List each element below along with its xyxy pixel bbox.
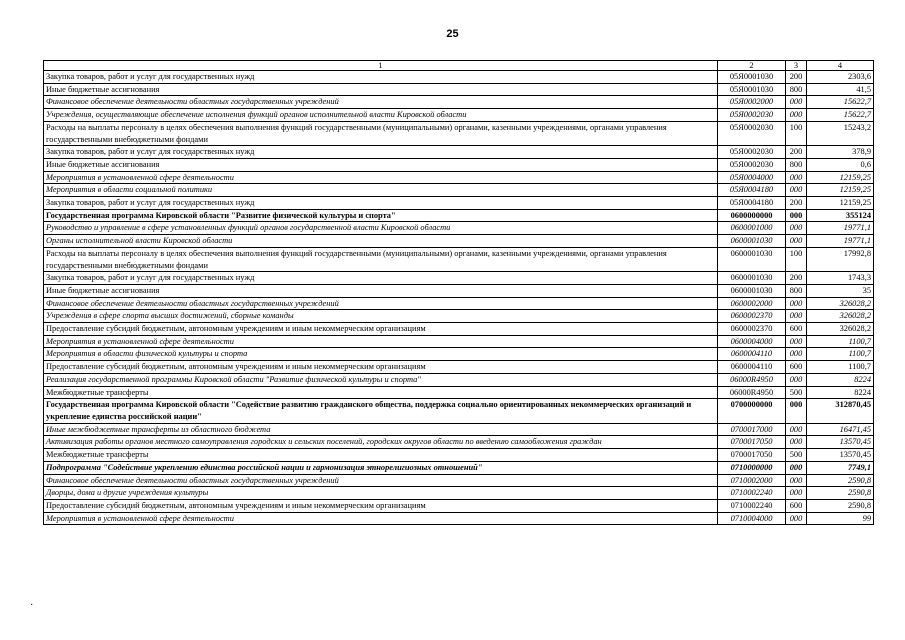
row-code: 0700017000 — [718, 423, 786, 436]
row-name: Закупка товаров, работ и услуг для государственных нужд — [44, 146, 718, 159]
row-code: 0600002370 — [718, 323, 786, 336]
row-name: Финансовое обеспечение деятельности областных государственных учреждений — [44, 297, 718, 310]
row-name: Иные бюджетные ассигнования — [44, 158, 718, 171]
table-row — [44, 222, 874, 235]
table-row — [44, 423, 874, 436]
row-type: 000 — [786, 109, 807, 122]
table-row — [44, 487, 874, 500]
row-type: 000 — [786, 297, 807, 310]
row-sum: 378,9 — [807, 146, 874, 159]
row-type: 600 — [786, 499, 807, 512]
row-sum: 2303,6 — [807, 71, 874, 84]
row-name: Предоставление субсидий бюджетным, автономным учреждениям и иным некоммерческим организациям — [44, 499, 718, 512]
row-code: 0600004110 — [718, 348, 786, 361]
row-code: 0600001000 — [718, 222, 786, 235]
row-name: Активизация работы органов местного самоуправления городских и сельских поселений, городских округов области по введению самообложения граждан — [44, 436, 718, 449]
column-header-code: 2 — [718, 61, 786, 71]
table-row — [44, 499, 874, 512]
row-type: 000 — [786, 222, 807, 235]
row-sum: 326028,2 — [807, 310, 874, 323]
row-type: 000 — [786, 512, 807, 525]
row-type: 000 — [786, 184, 807, 197]
row-type: 000 — [786, 96, 807, 109]
row-sum: 12159,25 — [807, 184, 874, 197]
row-code: 0600001030 — [718, 247, 786, 271]
row-sum: 15243,2 — [807, 121, 874, 145]
row-name: Финансовое обеспечение деятельности областных государственных учреждений — [44, 96, 718, 109]
row-type: 000 — [786, 373, 807, 386]
row-code: 0700017050 — [718, 436, 786, 449]
row-code: 05Я0002000 — [718, 96, 786, 109]
table-row — [44, 461, 874, 474]
row-code: 05Я0004000 — [718, 171, 786, 184]
row-name: Руководство и управление в сфере установленных функций органов государственной власти Кировской области — [44, 222, 718, 235]
table-row — [44, 512, 874, 525]
row-type: 500 — [786, 449, 807, 462]
row-name: Финансовое обеспечение деятельности областных государственных учреждений — [44, 474, 718, 487]
row-code: 0600000000 — [718, 209, 786, 222]
budget-table — [43, 60, 874, 525]
row-sum: 19771,1 — [807, 222, 874, 235]
row-sum: 312870,45 — [807, 399, 874, 423]
row-name: Расходы на выплаты персоналу в целях обеспечения выполнения функций государственными (муниципальными) органами, казенными учреждениями, органами управления государственными внебюджетными фондами — [44, 247, 718, 271]
row-name: Учреждения в сфере спорта высших достижений, сборные команды — [44, 310, 718, 323]
row-sum: 1100,7 — [807, 348, 874, 361]
row-sum: 12159,25 — [807, 171, 874, 184]
table-row — [44, 474, 874, 487]
row-type: 500 — [786, 386, 807, 399]
row-name: Мероприятия в области социальной политики — [44, 184, 718, 197]
row-name: Иные межбюджетные трансферты из областного бюджета — [44, 423, 718, 436]
table-row — [44, 235, 874, 248]
page-number: 25 — [446, 28, 459, 40]
row-name: Органы исполнительной власти Кировской области — [44, 235, 718, 248]
row-code: 0710000000 — [718, 461, 786, 474]
table-row — [44, 247, 874, 271]
row-name: Мероприятия в установленной сфере деятельности — [44, 335, 718, 348]
table-row — [44, 449, 874, 462]
table-row — [44, 209, 874, 222]
table-row — [44, 109, 874, 122]
row-sum: 1100,7 — [807, 335, 874, 348]
row-type: 800 — [786, 83, 807, 96]
row-name: Мероприятия в области физической культуры и спорта — [44, 348, 718, 361]
row-name: Учреждения, осуществляющие обеспечение исполнения функций органов исполнительной власти Кировской области — [44, 109, 718, 122]
row-name: Подпрограмма "Содействие укреплению единства российской нации и гармонизация этнорелигиозных отношений" — [44, 461, 718, 474]
row-code: 0710002240 — [718, 499, 786, 512]
table-row — [44, 284, 874, 297]
row-sum: 0,6 — [807, 158, 874, 171]
row-name: Предоставление субсидий бюджетным, автономным учреждениям и иным некоммерческим организациям — [44, 361, 718, 374]
row-type: 100 — [786, 247, 807, 271]
row-code: 05Я0002030 — [718, 109, 786, 122]
row-type: 600 — [786, 361, 807, 374]
row-code: 0600002000 — [718, 297, 786, 310]
row-code: 05Я0002030 — [718, 158, 786, 171]
table-row — [44, 335, 874, 348]
row-code: 0700000000 — [718, 399, 786, 423]
row-sum: 326028,2 — [807, 297, 874, 310]
table-row — [44, 83, 874, 96]
column-header-sum: 4 — [807, 61, 874, 71]
row-sum: 41,5 — [807, 83, 874, 96]
row-sum: 16471,45 — [807, 423, 874, 436]
row-sum: 99 — [807, 512, 874, 525]
row-name: Мероприятия в установленной сфере деятельности — [44, 171, 718, 184]
row-code: 05Я0002030 — [718, 121, 786, 145]
column-header-name: 1 — [44, 61, 718, 71]
margin-dot: · — [30, 600, 34, 611]
row-type: 000 — [786, 487, 807, 500]
row-code: 0710002240 — [718, 487, 786, 500]
row-sum: 13570,45 — [807, 436, 874, 449]
row-name: Государственная программа Кировской области "Развитие физической культуры и спорта" — [44, 209, 718, 222]
row-sum: 8224 — [807, 373, 874, 386]
row-name: Закупка товаров, работ и услуг для государственных нужд — [44, 71, 718, 84]
table-row — [44, 399, 874, 423]
budget-table-body — [44, 61, 874, 525]
row-type: 000 — [786, 335, 807, 348]
table-row — [44, 323, 874, 336]
row-type: 000 — [786, 423, 807, 436]
row-type: 200 — [786, 71, 807, 84]
row-code: 05Я0001030 — [718, 71, 786, 84]
row-code: 0600001030 — [718, 235, 786, 248]
table-row — [44, 361, 874, 374]
row-sum: 12159,25 — [807, 197, 874, 210]
row-code: 0600004110 — [718, 361, 786, 374]
row-type: 200 — [786, 197, 807, 210]
row-name: Межбюджетные трансферты — [44, 449, 718, 462]
row-code: 0600001030 — [718, 284, 786, 297]
table-row — [44, 297, 874, 310]
row-type: 000 — [786, 399, 807, 423]
row-type: 000 — [786, 310, 807, 323]
row-code: 0710002000 — [718, 474, 786, 487]
row-name: Закупка товаров, работ и услуг для государственных нужд — [44, 197, 718, 210]
row-sum: 15622,7 — [807, 96, 874, 109]
row-name: Предоставление субсидий бюджетным, автономным учреждениям и иным некоммерческим организациям — [44, 323, 718, 336]
row-name: Государственная программа Кировской области "Содействие развитию гражданского общества, поддержка социально ориентированных некоммерческих организаций и укрепление единства российской нации" — [44, 399, 718, 423]
column-header-type: 3 — [786, 61, 807, 71]
table-row — [44, 146, 874, 159]
row-type: 600 — [786, 323, 807, 336]
row-code: 0700017050 — [718, 449, 786, 462]
table-row — [44, 197, 874, 210]
row-name: Дворцы, дома и другие учреждения культуры — [44, 487, 718, 500]
table-row — [44, 184, 874, 197]
row-name: Закупка товаров, работ и услуг для государственных нужд — [44, 272, 718, 285]
row-type: 200 — [786, 272, 807, 285]
row-name: Расходы на выплаты персоналу в целях обеспечения выполнения функций государственными (муниципальными) органами, казенными учреждениями, органами управления государственными внебюджетными фондами — [44, 121, 718, 145]
row-sum: 8224 — [807, 386, 874, 399]
row-type: 000 — [786, 474, 807, 487]
table-row — [44, 71, 874, 84]
row-code: 05Я0001030 — [718, 83, 786, 96]
table-row — [44, 171, 874, 184]
table-row — [44, 436, 874, 449]
table-row — [44, 158, 874, 171]
row-sum: 13570,45 — [807, 449, 874, 462]
row-code: 0600001030 — [718, 272, 786, 285]
row-name: Мероприятия в установленной сфере деятельности — [44, 512, 718, 525]
row-type: 000 — [786, 461, 807, 474]
row-sum: 2590,8 — [807, 487, 874, 500]
row-code: 0710004000 — [718, 512, 786, 525]
row-sum: 35 — [807, 284, 874, 297]
row-type: 100 — [786, 121, 807, 145]
row-type: 000 — [786, 171, 807, 184]
row-code: 06000R4950 — [718, 373, 786, 386]
row-sum: 1743,3 — [807, 272, 874, 285]
row-sum: 2590,8 — [807, 499, 874, 512]
row-name: Межбюджетные трансферты — [44, 386, 718, 399]
row-type: 200 — [786, 146, 807, 159]
row-code: 05Я0004180 — [718, 197, 786, 210]
row-type: 000 — [786, 348, 807, 361]
row-name: Реализация государственной программы Кировской области "Развитие физической культуры и спорта" — [44, 373, 718, 386]
row-sum: 19771,1 — [807, 235, 874, 248]
table-row — [44, 272, 874, 285]
row-name: Иные бюджетные ассигнования — [44, 284, 718, 297]
row-sum: 1100,7 — [807, 361, 874, 374]
row-code: 0600004000 — [718, 335, 786, 348]
column-number-row — [44, 61, 874, 71]
row-sum: 326028,2 — [807, 323, 874, 336]
row-code: 0600002370 — [718, 310, 786, 323]
row-sum: 17992,8 — [807, 247, 874, 271]
row-type: 000 — [786, 209, 807, 222]
row-name: Иные бюджетные ассигнования — [44, 83, 718, 96]
row-sum: 15622,7 — [807, 109, 874, 122]
table-row — [44, 386, 874, 399]
row-code: 05Я0004180 — [718, 184, 786, 197]
table-row — [44, 348, 874, 361]
table-row — [44, 96, 874, 109]
row-code: 06000R4950 — [718, 386, 786, 399]
row-sum: 2590,8 — [807, 474, 874, 487]
row-type: 800 — [786, 284, 807, 297]
table-row — [44, 373, 874, 386]
row-type: 000 — [786, 436, 807, 449]
row-sum: 355124 — [807, 209, 874, 222]
row-code: 05Я0002030 — [718, 146, 786, 159]
row-type: 800 — [786, 158, 807, 171]
table-row — [44, 121, 874, 145]
table-row — [44, 310, 874, 323]
row-sum: 7749,1 — [807, 461, 874, 474]
row-type: 000 — [786, 235, 807, 248]
